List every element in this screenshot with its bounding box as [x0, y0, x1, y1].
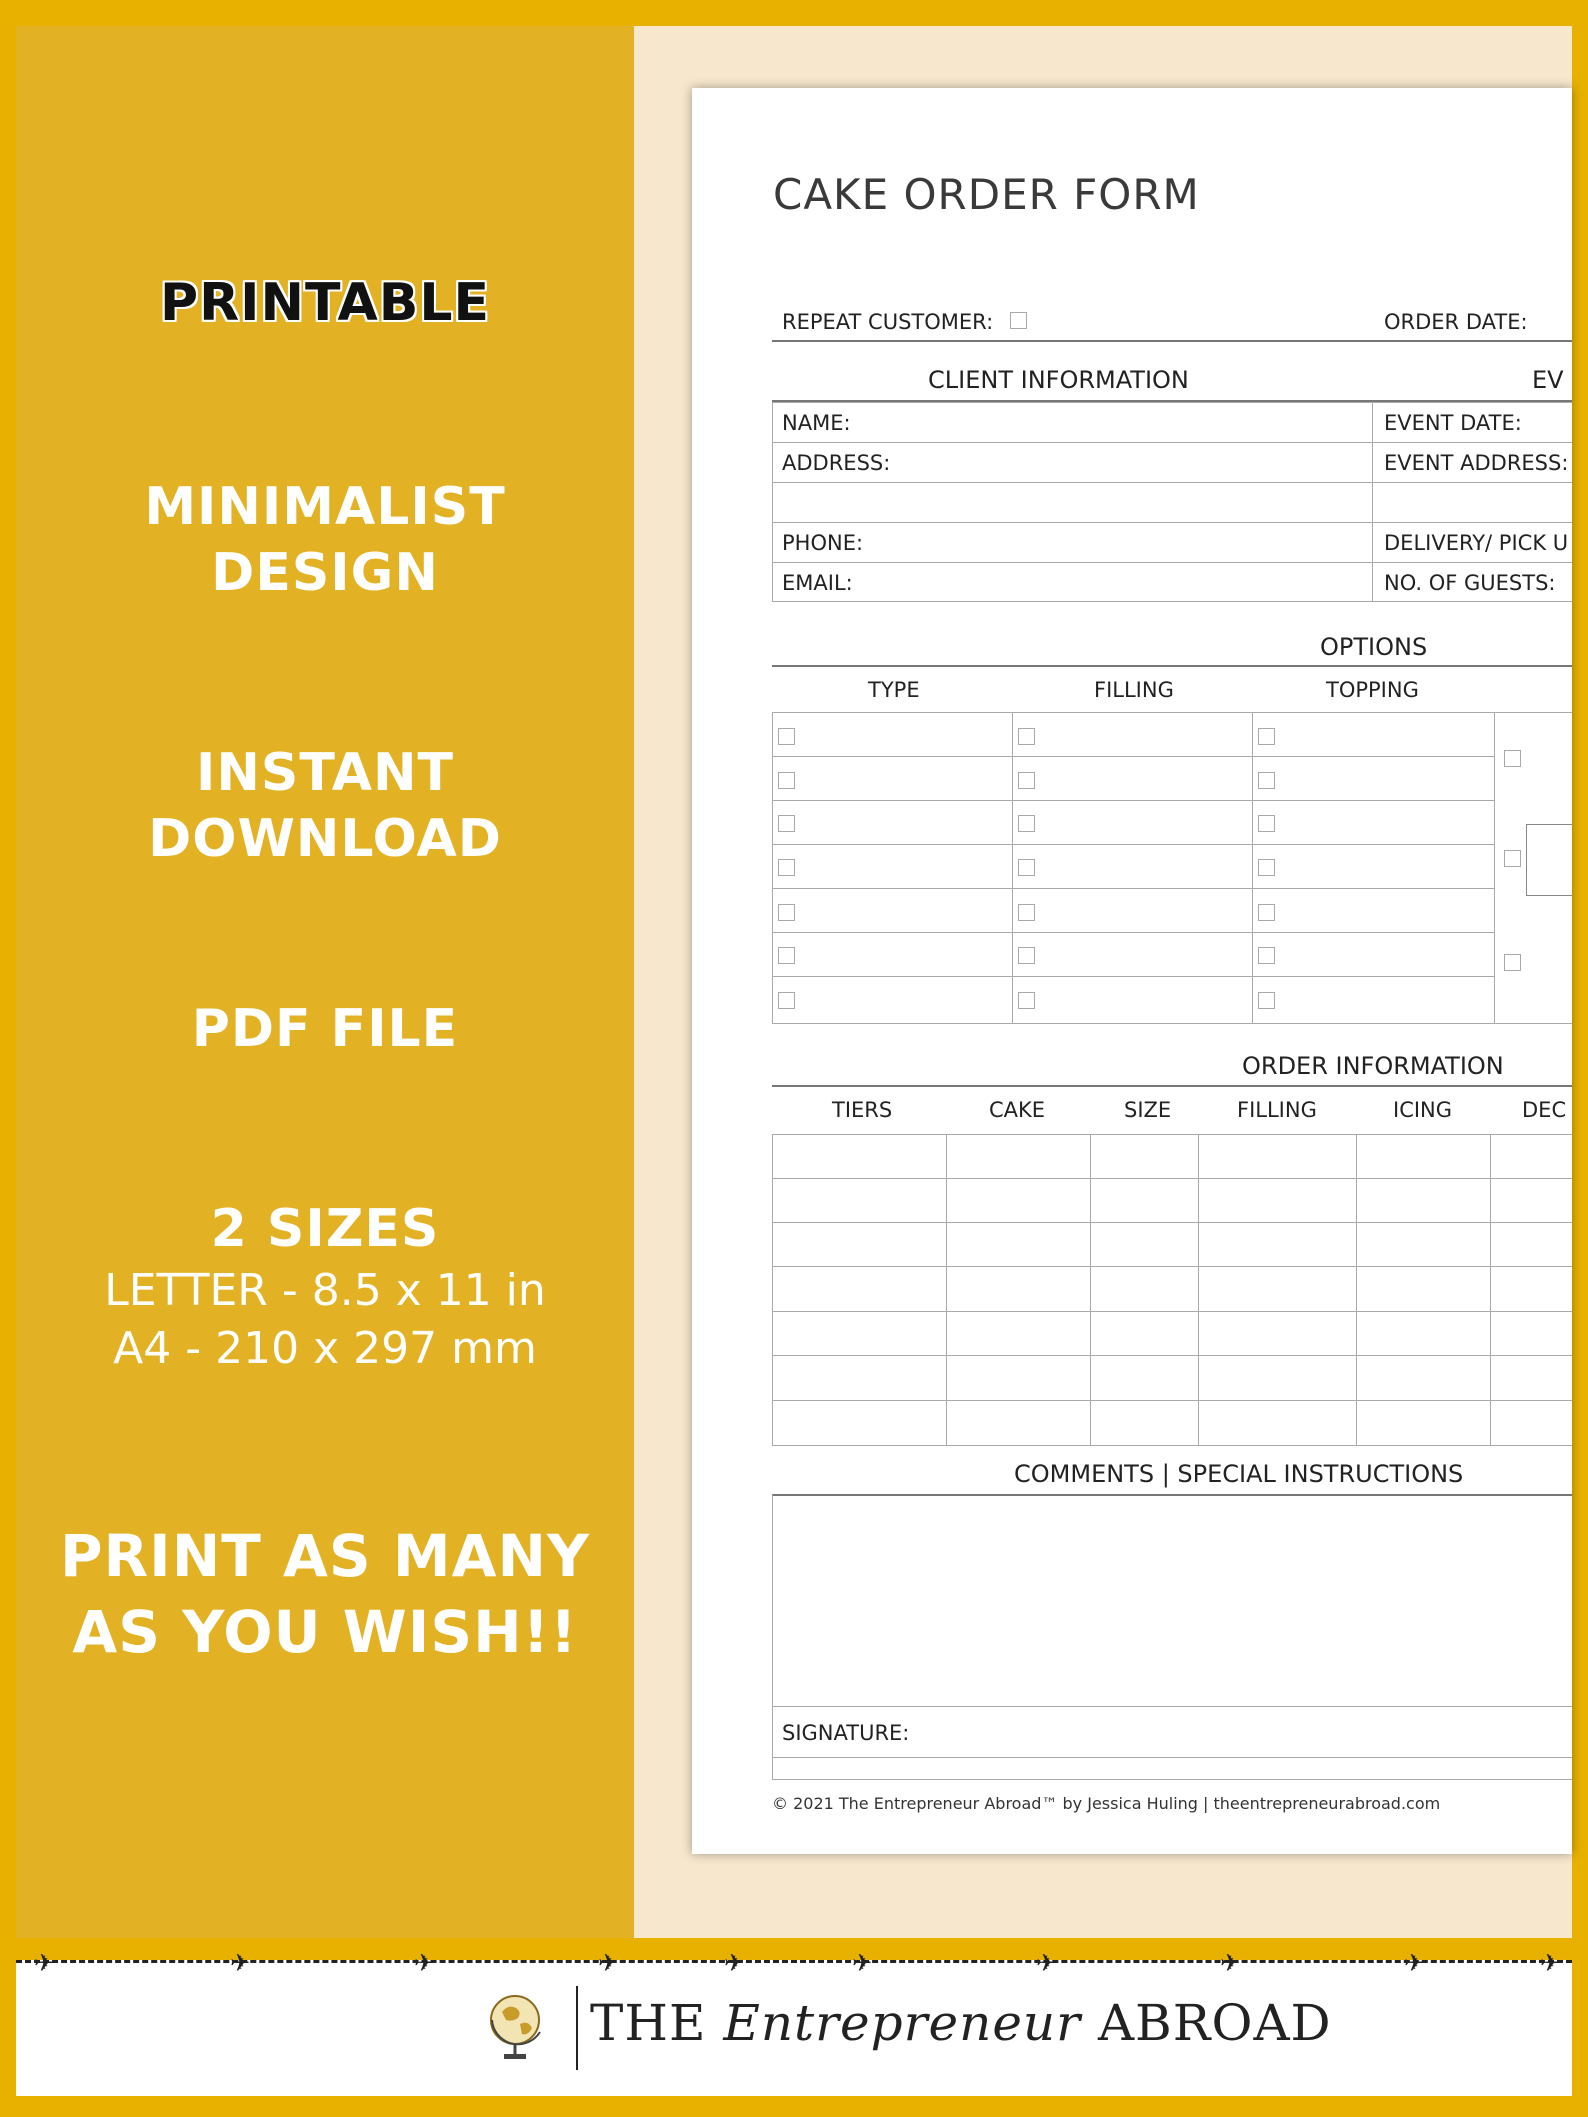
divider	[1252, 712, 1253, 1024]
phone-label: PHONE:	[782, 531, 864, 555]
event-address-label: EVENT ADDRESS:	[1384, 451, 1569, 475]
topping-checkbox[interactable]	[1258, 728, 1275, 745]
options-filling-header: FILLING	[1094, 678, 1174, 702]
brand-part-abroad: ABROAD	[1097, 1994, 1332, 2052]
plane-icon: ✈	[1220, 1950, 1241, 1977]
form-preview-sheet	[692, 88, 1572, 1854]
filling-checkbox[interactable]	[1018, 772, 1035, 789]
topping-checkbox[interactable]	[1258, 815, 1275, 832]
form-title: CAKE ORDER FORM	[773, 170, 1200, 219]
form-footer: © 2021 The Entrepreneur Abroad™ by Jessica Huling | theentrepreneurabroad.com	[772, 1794, 1441, 1813]
plane-icon: ✈	[34, 1950, 55, 1977]
divider	[1372, 402, 1373, 602]
feature-size-letter: LETTER - 8.5 x 11 in	[104, 1265, 546, 1316]
divider	[772, 442, 1572, 443]
divider	[772, 665, 1572, 667]
options-heading: OPTIONS	[1320, 633, 1428, 661]
divider	[772, 756, 1494, 757]
extra-checkbox[interactable]	[1504, 850, 1521, 867]
divider	[772, 1355, 1572, 1356]
brand-part-the: THE	[590, 1994, 707, 2052]
event-info-heading: EV	[1532, 366, 1564, 394]
email-label: EMAIL:	[782, 571, 853, 595]
divider	[1012, 712, 1013, 1024]
delivery-label: DELIVERY/ PICK U	[1384, 531, 1569, 555]
feature-pdf-text: PDF FILE	[191, 999, 459, 1059]
event-date-label: EVENT DATE:	[1384, 411, 1522, 435]
divider	[772, 800, 1494, 801]
plane-icon: ✈	[230, 1950, 251, 1977]
repeat-customer-label: REPEAT CUSTOMER:	[782, 310, 994, 334]
name-label: NAME:	[782, 411, 851, 435]
divider	[772, 340, 1572, 342]
feature-minimalist-line1: MINIMALIST	[144, 477, 506, 537]
divider	[772, 932, 1494, 933]
filling-checkbox[interactable]	[1018, 815, 1035, 832]
plane-icon: ✈	[852, 1950, 873, 1977]
plane-icon: ✈	[1404, 1950, 1425, 1977]
plane-icon: ✈	[598, 1950, 619, 1977]
divider	[772, 888, 1494, 889]
divider	[772, 844, 1494, 845]
feature-instant-line1: INSTANT	[196, 743, 454, 803]
topping-checkbox[interactable]	[1258, 947, 1275, 964]
filling-checkbox[interactable]	[1018, 859, 1035, 876]
feature-minimalist-line2: DESIGN	[211, 543, 439, 603]
order-date-label: ORDER DATE:	[1384, 310, 1528, 334]
divider	[772, 1400, 1572, 1401]
type-checkbox[interactable]	[778, 859, 795, 876]
type-checkbox[interactable]	[778, 772, 795, 789]
divider	[1494, 712, 1495, 1024]
extra-field[interactable]	[1526, 824, 1572, 896]
order-col-tiers: TIERS	[832, 1098, 893, 1122]
repeat-customer-checkbox[interactable]	[1010, 312, 1027, 329]
globe-icon	[482, 1990, 552, 2064]
comments-heading: COMMENTS | SPECIAL INSTRUCTIONS	[1014, 1460, 1464, 1488]
topping-checkbox[interactable]	[1258, 859, 1275, 876]
feature-instant-line2: DOWNLOAD	[148, 809, 502, 869]
options-topping-header: TOPPING	[1326, 678, 1419, 702]
topping-checkbox[interactable]	[1258, 772, 1275, 789]
extra-checkbox[interactable]	[1504, 750, 1521, 767]
order-col-size: SIZE	[1124, 1098, 1172, 1122]
signature-label: SIGNATURE:	[782, 1721, 910, 1745]
divider	[772, 562, 1572, 563]
divider	[772, 522, 1572, 523]
divider	[772, 1085, 1572, 1087]
feature-sizes	[16, 1196, 634, 1378]
divider	[772, 976, 1494, 977]
plane-icon: ✈	[414, 1950, 435, 1977]
order-col-filling: FILLING	[1237, 1098, 1317, 1122]
feature-print-line2: AS YOU WISH!!	[72, 1598, 578, 1666]
topping-checkbox[interactable]	[1258, 992, 1275, 1009]
divider	[772, 1222, 1572, 1223]
options-table	[772, 712, 1572, 1024]
filling-checkbox[interactable]	[1018, 728, 1035, 745]
type-checkbox[interactable]	[778, 947, 795, 964]
feature-print-many	[16, 1518, 634, 1670]
feature-instant	[16, 740, 634, 872]
feature-printable-text: PRINTABLE	[160, 273, 490, 333]
type-checkbox[interactable]	[778, 992, 795, 1009]
address-label: ADDRESS:	[782, 451, 891, 475]
type-checkbox[interactable]	[778, 904, 795, 921]
client-info-heading: CLIENT INFORMATION	[928, 366, 1189, 394]
type-checkbox[interactable]	[778, 815, 795, 832]
feature-minimalist	[16, 474, 634, 606]
extra-checkbox[interactable]	[1504, 954, 1521, 971]
divider	[772, 482, 1572, 483]
order-col-cake: CAKE	[989, 1098, 1046, 1122]
divider	[772, 1311, 1572, 1312]
brand-separator	[576, 1986, 578, 2070]
filling-checkbox[interactable]	[1018, 947, 1035, 964]
feature-pdf	[16, 996, 634, 1062]
filling-checkbox[interactable]	[1018, 992, 1035, 1009]
order-info-heading: ORDER INFORMATION	[1242, 1052, 1504, 1080]
order-col-decoration: DEC	[1522, 1098, 1567, 1122]
feature-sizes-title: 2 SIZES	[210, 1199, 440, 1259]
divider	[772, 1178, 1572, 1179]
type-checkbox[interactable]	[778, 728, 795, 745]
brand-part-entrepreneur: Entrepreneur	[723, 1994, 1082, 2052]
order-col-icing: ICING	[1393, 1098, 1453, 1122]
brand-name	[590, 1994, 1332, 2052]
divider	[772, 1266, 1572, 1267]
feature-print-line1: PRINT AS MANY	[59, 1522, 591, 1590]
feature-size-a4: A4 - 210 x 297 mm	[113, 1323, 537, 1374]
plane-icon: ✈	[724, 1950, 745, 1977]
plane-icon: ✈	[1036, 1950, 1057, 1977]
filling-checkbox[interactable]	[1018, 904, 1035, 921]
guests-label: NO. OF GUESTS:	[1384, 571, 1556, 595]
feature-printable	[16, 270, 634, 336]
options-type-header: TYPE	[868, 678, 920, 702]
plane-icon: ✈	[1540, 1950, 1561, 1977]
topping-checkbox[interactable]	[1258, 904, 1275, 921]
